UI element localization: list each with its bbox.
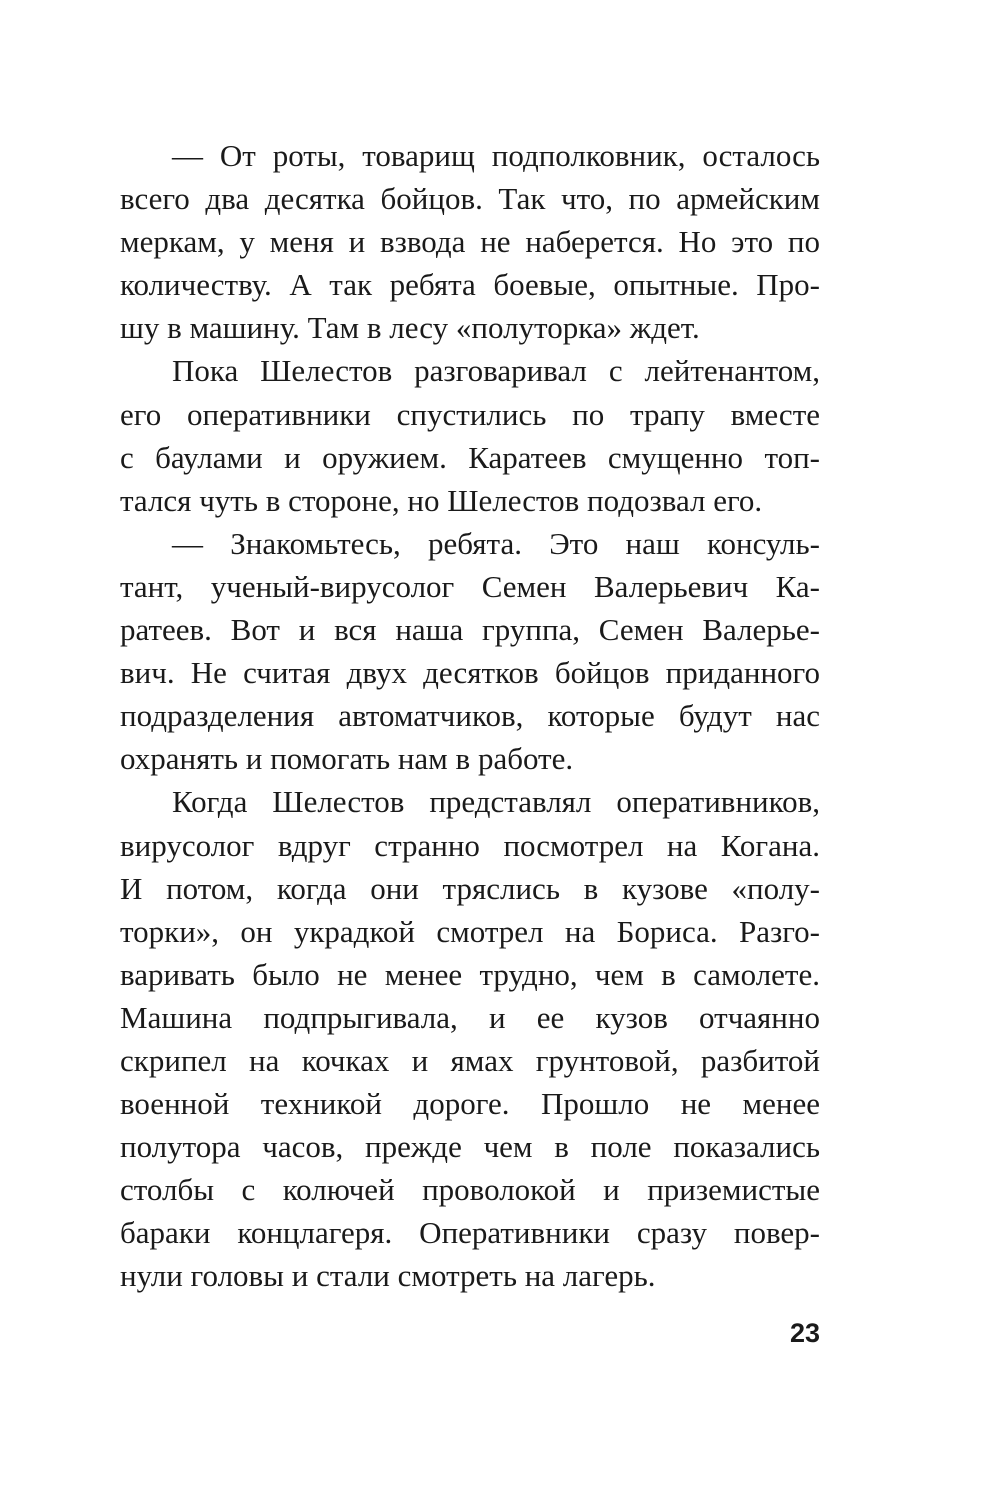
- text-line: шу в машину. Там в лесу «полуторка» ждет.: [120, 310, 700, 346]
- paragraph: [120, 134, 820, 349]
- text-line: количеству. А так ребята боевые, опытные. Про-: [120, 267, 820, 303]
- text-line: ратеев. Вот и вся наша группа, Семен Валерье-: [120, 612, 820, 648]
- text-line: бараки концлагеря. Оперативники сразу повер-: [120, 1215, 820, 1251]
- text-line: тант, ученый-вирусолог Семен Валерьевич Ка-: [120, 568, 820, 604]
- text-line: его оперативники спустились по трапу вместе: [120, 396, 820, 432]
- text-line: военной техникой дороге. Прошло не менее: [120, 1086, 820, 1122]
- text-line: охранять и помогать нам в работе.: [120, 741, 574, 777]
- body-text: [120, 134, 820, 1298]
- text-line: Пока Шелестов разговаривал с лейтенантом,: [172, 353, 820, 389]
- page-number: 23: [789, 1318, 820, 1348]
- text-line: Когда Шелестов представлял оперативников,: [172, 784, 820, 820]
- text-line: вирусолог вдруг странно посмотрел на Когана.: [120, 827, 820, 863]
- text-line: с баулами и оружием. Каратеев смущенно топ-: [120, 439, 820, 475]
- text-line: Машина подпрыгивала, и ее кузов отчаянно: [120, 999, 820, 1035]
- paragraph: [120, 349, 820, 521]
- text-line: полутора часов, прежде чем в поле показались: [120, 1129, 820, 1165]
- text-line: нули головы и стали смотреть на лагерь.: [120, 1258, 656, 1294]
- text-line: всего два десятка бойцов. Так что, по армейским: [120, 181, 820, 217]
- text-line: — Знакомьтесь, ребята. Это наш консуль-: [172, 525, 820, 561]
- text-line: варивать было не менее трудно, чем в самолете.: [120, 956, 820, 992]
- paragraph: [120, 780, 820, 1297]
- text-line: подразделения автоматчиков, которые будут нас: [120, 698, 820, 734]
- text-line: И потом, когда они тряслись в кузове «полу-: [120, 870, 820, 906]
- text-line: столбы с колючей проволокой и приземистые: [120, 1172, 820, 1208]
- text-line: вич. Не считая двух десятков бойцов приданного: [120, 655, 820, 691]
- paragraph: [120, 522, 820, 781]
- text-line: скрипел на кочках и ямах грунтовой, разбитой: [120, 1042, 820, 1078]
- text-line: тался чуть в стороне, но Шелестов подозвал его.: [120, 482, 763, 518]
- text-line: меркам, у меня и взвода не наберется. Но это по: [120, 224, 820, 260]
- text-line: — От роты, товарищ подполковник, осталось: [172, 138, 820, 173]
- text-line: торки», он украдкой смотрел на Бориса. Разго-: [120, 913, 820, 949]
